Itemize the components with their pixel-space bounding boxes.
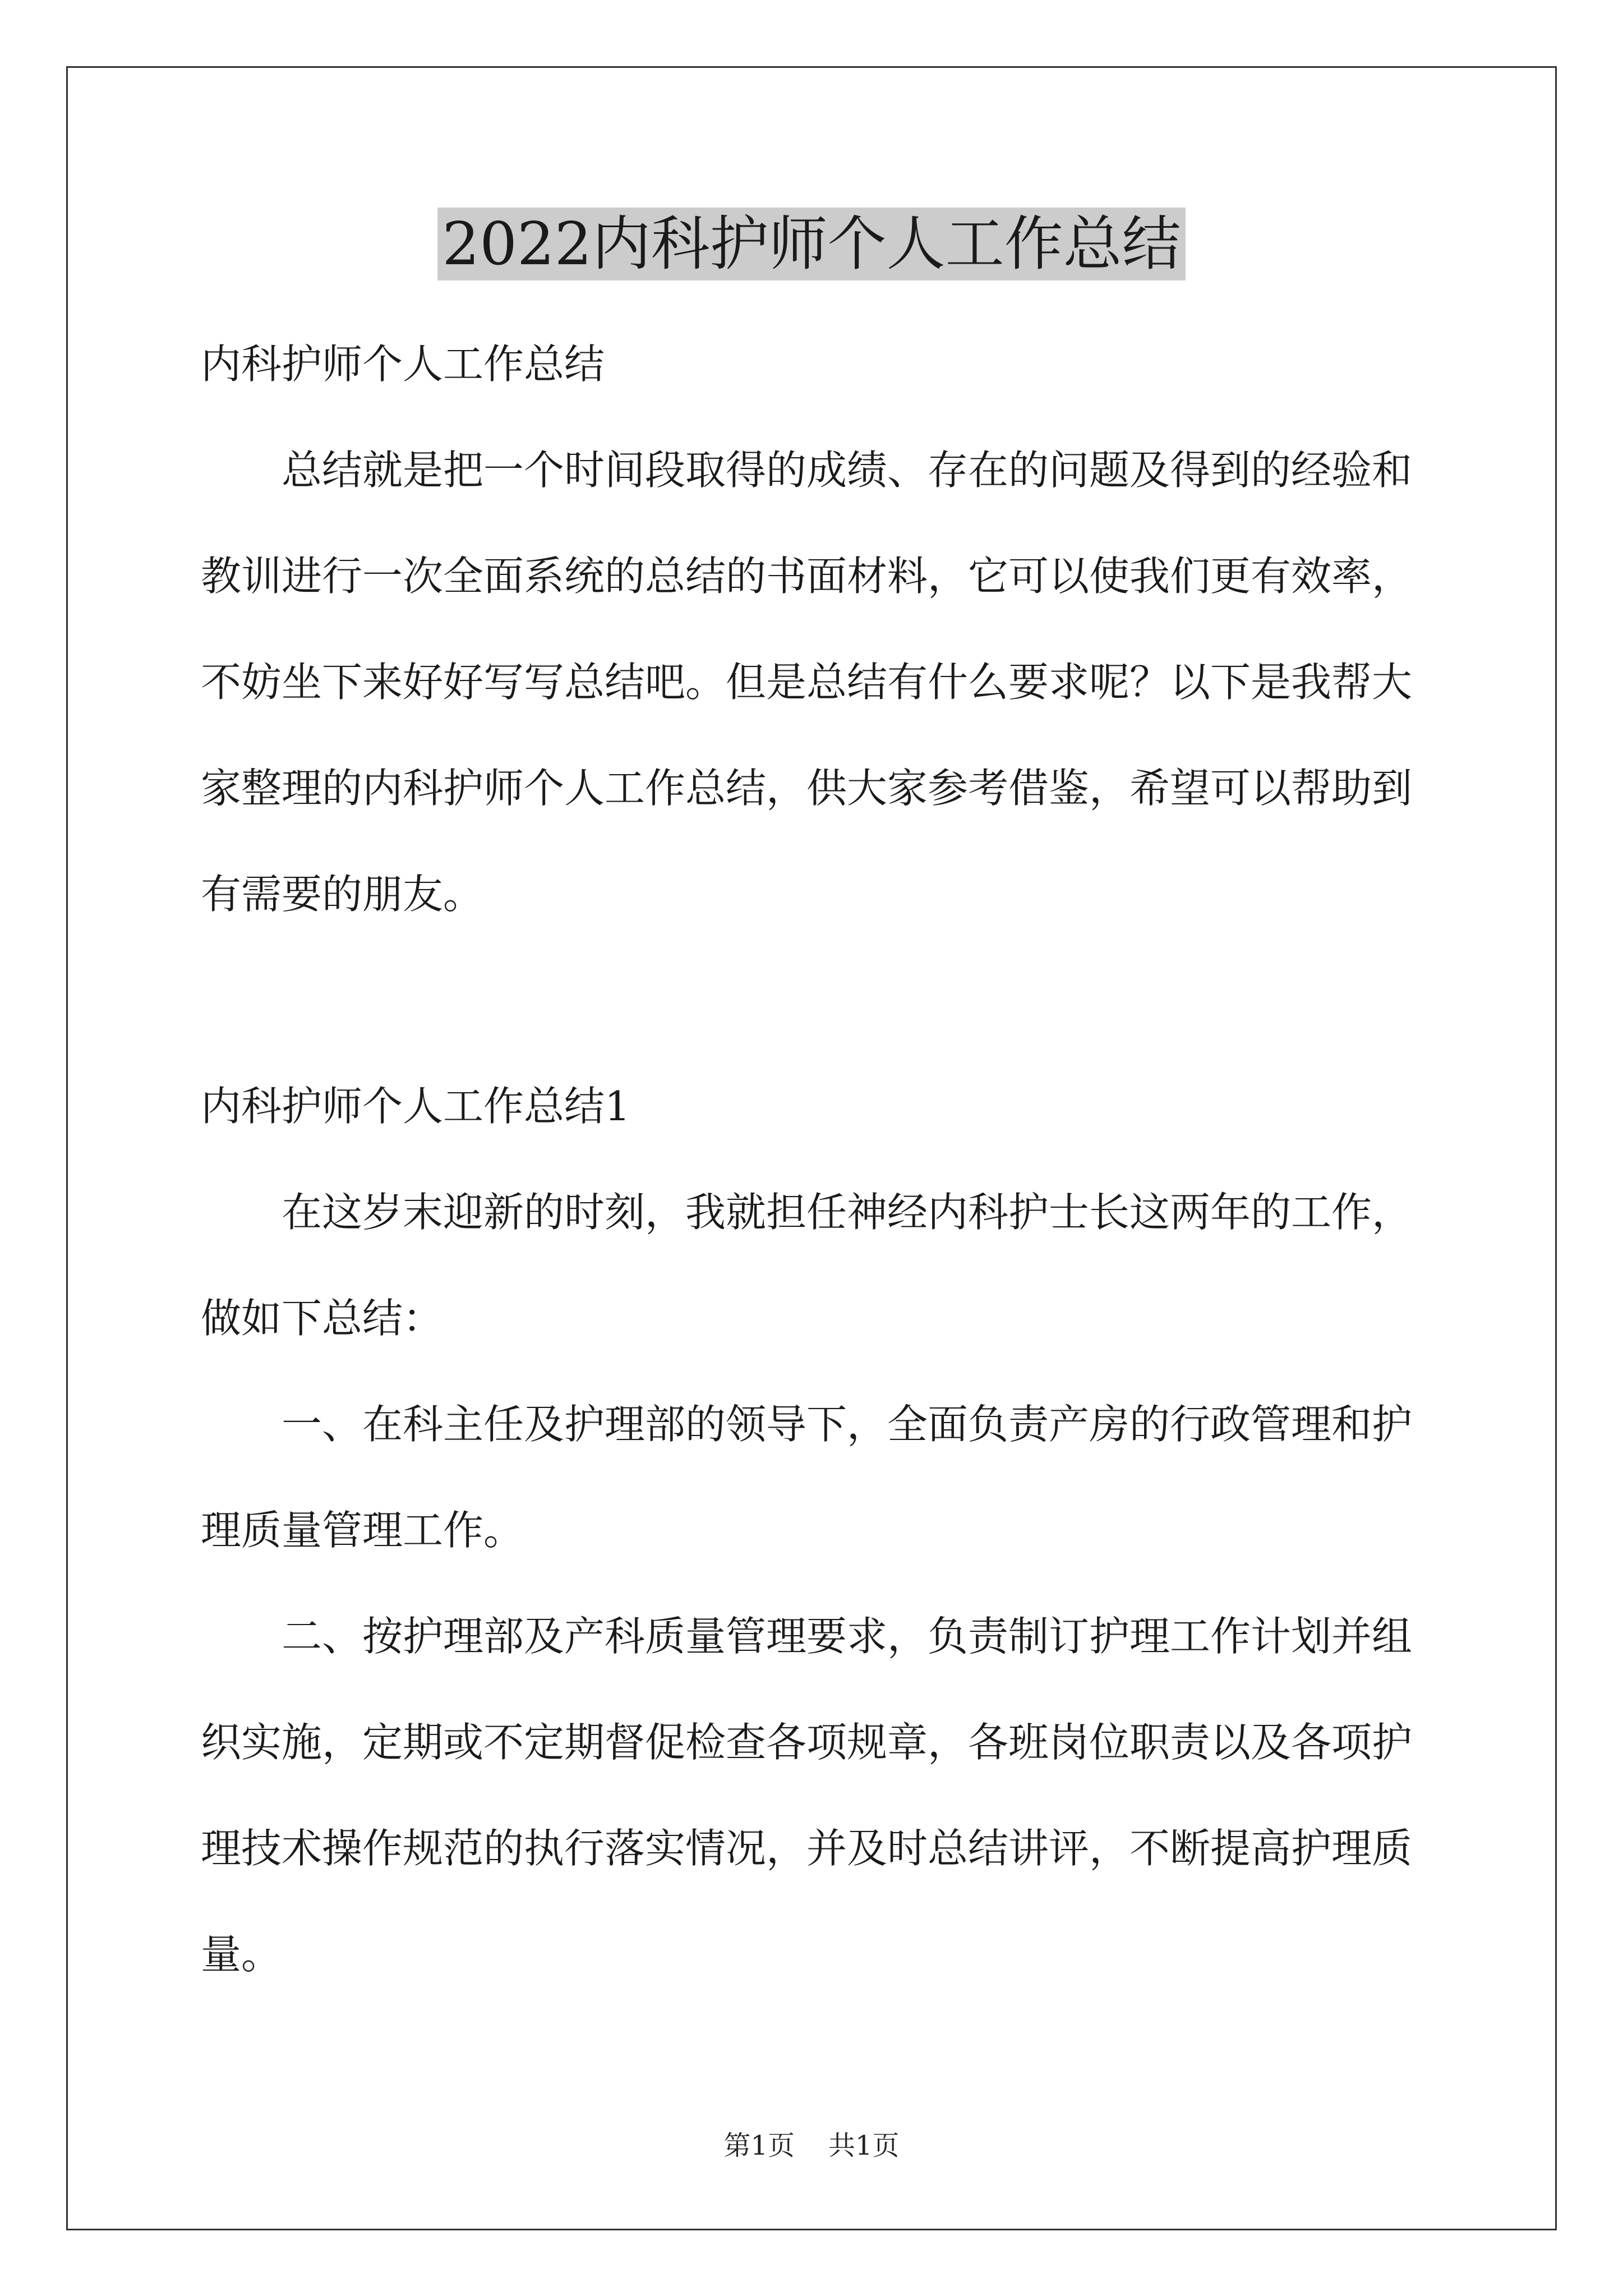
- section-heading-1: 内科护师个人工作总结1: [201, 1083, 630, 1130]
- document-title: [0, 208, 1623, 280]
- intro-paragraph: 总结就是把一个时间段取得的成绩、存在的问题及得到的经验和教训进行一次全面系统的总结的书面材料，它可以使我们更有效率，不妨坐下来好好写写总结吧。但是总结有什么要求呢？以下是我帮大家整理的内科护师个人工作总结，供大家参考借鉴，希望可以帮助到有需要的朋友。: [201, 447, 1413, 918]
- paragraph-item-2: 二、按护理部及产科质量管理要求，负责制订护理工作计划并组织实施，定期或不定期督促检查各项规章，各班岗位职责以及各项护理技术操作规范的执行落实情况，并及时总结讲评，不断提高护理质量。: [201, 1613, 1413, 1978]
- document-body: [201, 311, 1429, 2008]
- paragraph-gap: [201, 947, 1429, 1053]
- page-footer: [0, 2129, 1623, 2162]
- paragraph-opening: 在这岁末迎新的时刻，我就担任神经内科护士长这两年的工作，做如下总结：: [201, 1189, 1413, 1342]
- document-title-text: 2022内科护师个人工作总结: [437, 208, 1185, 280]
- page-number: 第1页: [723, 2130, 795, 2161]
- paragraph-item-1: 一、在科主任及护理部的领导下，全面负责产房的行政管理和护理质量管理工作。: [201, 1401, 1413, 1554]
- page-total: 共1页: [828, 2130, 900, 2161]
- section-heading-intro: 内科护师个人工作总结: [201, 341, 605, 388]
